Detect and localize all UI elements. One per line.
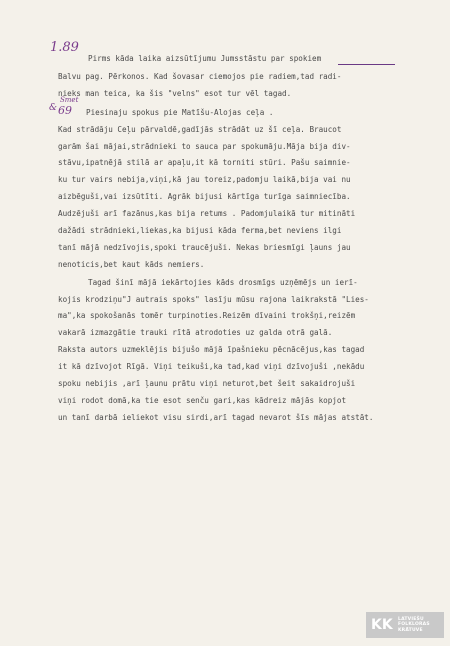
text-line: Pirms kāda laika aizsūtījumu Jumsstāstu par spokiem bbox=[88, 54, 322, 63]
text-line: stāvu,ipatnējā stilā ar apaļu,it kā torniti stūri. Pašu saimnie- bbox=[58, 158, 351, 167]
archive-number-2-top: Smet bbox=[60, 96, 79, 104]
text-line: Piesinaju spokus pie Matīšu-Alojas ceļa . bbox=[86, 108, 274, 117]
underline-mark bbox=[338, 64, 395, 65]
text-line: dažādi strādnieki,liekas,ka bijusi kāda ferma,bet neviens ilgi bbox=[58, 226, 342, 235]
text-line: nieks man teica, ka šis "velns" esot tur vēl tagad. bbox=[58, 89, 292, 98]
text-line: ma",ka spokošanās tomēr turpinoties.Reizēm dīvaini trokšņi,reizēm bbox=[58, 311, 356, 320]
text-line: garām šai mājai,strādnieki to sauca par spokumāju.Māja bija div- bbox=[58, 142, 351, 151]
text-line: Audzējuši arī fazānus,kas bija retums . Padomjulaikā tur mitināti bbox=[58, 209, 356, 218]
text-line: ku tur vairs nebija,viņi,kā jau toreiz,padomju laikā,bija vai nu bbox=[58, 175, 351, 184]
text-line: Kad strādāju Ceļu pārvaldē,gadījās strādāt uz šī ceļa. Braucot bbox=[58, 125, 342, 134]
archive-number-2: 69 bbox=[58, 104, 72, 117]
text-line: Tagad šinī mājā iekārtojies kāds drosmīgs uzņēmējs un ierī- bbox=[88, 278, 358, 287]
text-line: it kā dzīvojot Rīgā. Viņi teikuši,ka tad,kad viņi dzīvojuši ,nekādu bbox=[58, 362, 365, 371]
text-line: nenoticis,bet kaut kāds nemiers. bbox=[58, 260, 205, 269]
text-line: Balvu pag. Pērkonos. Kad šovasar ciemojos pie radiem,tad radi- bbox=[58, 72, 342, 81]
text-line: spoku nebijis ,arī ļaunu prātu viņi neturot,bet šeit sakaidrojuši bbox=[58, 379, 356, 388]
paragraph-mark: & bbox=[49, 103, 58, 113]
archive-number-1: 1.89 bbox=[50, 40, 79, 55]
text-line: kojis krodziņu"J autrais spoks" lasīju mūsu rajona laikrakstā "Lies- bbox=[58, 295, 369, 304]
archive-logo bbox=[366, 612, 444, 638]
text-line: tanī mājā nedzīvojis,spoki traucējuši. Nekas briesmīgi ļauns jau bbox=[58, 243, 351, 252]
text-line: un tanī darbā ieliekot visu sirdi,arī tagad nevarot šīs mājas atstāt. bbox=[58, 413, 374, 422]
text-line: vakarā izmazgātie trauki rītā atrodoties uz galda otrā galā. bbox=[58, 328, 333, 337]
text-line: aizbēguši,vai izsūtīti. Agrāk bijusi kārtīga turīga saimniecība. bbox=[58, 192, 351, 201]
text-line: viņi rodot domā,ka tie esot senču gari,kas kādreiz mājās kopjot bbox=[58, 396, 347, 405]
text-line: Raksta autors uzmeklējis bijušo mājā īpašnieku pēcnācējus,kas tagad bbox=[58, 345, 365, 354]
logo-text: LATVIEŠU FOLKLORAS KRĀTUVE bbox=[398, 616, 430, 633]
logo-mark-icon: KK bbox=[371, 617, 393, 633]
